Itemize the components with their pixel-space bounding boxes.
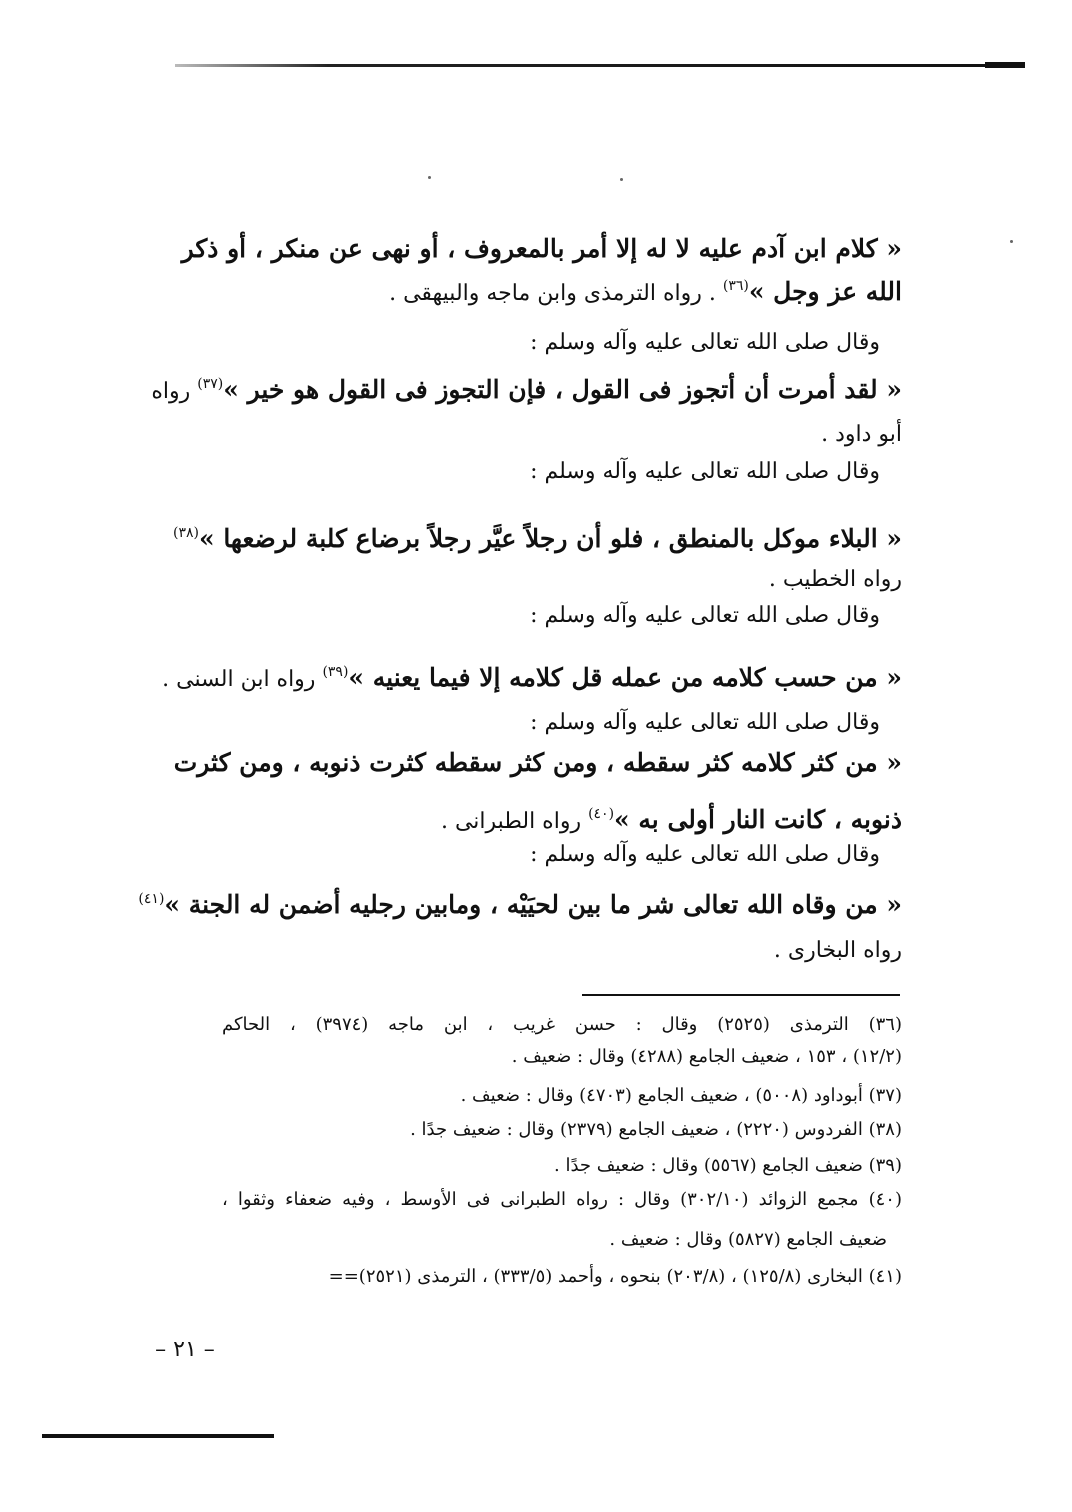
top-rule: [175, 64, 1025, 67]
footnote-line: (٤١) البخارى (١٢٥/٨) ، (٢٠٣/٨) بنحوه ، وأحمد (٣٣٣/٥) ، الترمذى (٢٥٢١)==: [328, 1266, 902, 1287]
text-line: « كلام ابن آدم عليه لا له إلا أمر بالمعروف ، أو نهى عن منكر ، أو ذكر: [181, 234, 902, 263]
scan-speck: [620, 178, 623, 181]
scan-speck: [428, 176, 431, 179]
bottom-rule: [42, 1434, 274, 1438]
text-line: أبو داود .: [821, 422, 902, 447]
text-line: « من كثر كلامه كثر سقطه ، ومن كثر سقطه كثرت ذنوبه ، ومن كثرت: [173, 748, 902, 777]
text-line: « لقد أمرت أن أتجوز فى القول ، فإن التجوز فى القول هو خير »$^{(٣٧)}$ رواه: [151, 375, 902, 404]
text-line: « البلاء موكل بالمنطق ، فلو أن رجلاً عيَّر رجلاً برضاع كلبة لرضعها »$^{(٣٨)}$: [173, 524, 902, 553]
scan-speck: [1010, 240, 1013, 243]
footnote-line: (١٢/٢) ، ١٥٣ ، ضعيف الجامع (٤٢٨٨) وقال : ضعيف .: [511, 1046, 902, 1067]
footnote-line: (٤٠) مجمع الزوائد (٣٠٢/١٠) وقال : رواه الطبرانى فى الأوسط ، وفيه ضعفاء وثقوا ،: [222, 1189, 902, 1210]
text-line: وقال صلى الله تعالى عليه وآله وسلم :: [530, 459, 880, 484]
page-number: – ٢١ –: [155, 1337, 215, 1362]
footnote-line: (٣٦) الترمذى (٢٥٢٥) وقال : حسن غريب ، ابن ماجه (٣٩٧٤) ، الحاكم: [222, 1014, 902, 1035]
footnote-line: (٣٩) ضعيف الجامع (٥٥٦٧) وقال : ضعيف جدًا .: [554, 1155, 902, 1176]
text-line: وقال صلى الله تعالى عليه وآله وسلم :: [530, 710, 880, 735]
top-rule-end: [985, 62, 1025, 68]
text-line: وقال صلى الله تعالى عليه وآله وسلم :: [530, 603, 880, 628]
footnote-rule: [582, 994, 900, 996]
text-line: رواه البخارى .: [773, 938, 902, 963]
footnote-line: (٣٧) أبوداود (٥٠٠٨) ، ضعيف الجامع (٤٧٠٣) وقال : ضعيف .: [460, 1085, 902, 1106]
text-line: وقال صلى الله تعالى عليه وآله وسلم :: [530, 842, 880, 867]
text-line: رواه الخطيب .: [768, 567, 902, 592]
text-line: الله عز وجل »$^{(٣٦)}$ . رواه الترمذى وابن ماجه والبيهقى .: [389, 277, 902, 306]
text-line: « من حسب كلامه من عمله قل كلامه إلا فيما يعنيه »$^{(٣٩)}$ رواه ابن السنى .: [162, 663, 902, 692]
text-line: ذنوبه ، كانت النار أولى به »$^{(٤٠)}$ رواه الطبرانى .: [440, 805, 902, 834]
footnote-line: (٣٨) الفردوس (٢٢٢٠) ، ضعيف الجامع (٢٣٧٩) وقال : ضعيف جدًا .: [410, 1119, 902, 1140]
text-line: « من وقاه الله تعالى شر ما بين لحيَيْه ، ومابين رجليه أضمن له الجنة »$^{(٤١)}$: [138, 890, 902, 919]
footnote-line: ضعيف الجامع (٥٨٢٧) وقال : ضعيف .: [609, 1229, 887, 1250]
text-line: وقال صلى الله تعالى عليه وآله وسلم :: [530, 330, 880, 355]
